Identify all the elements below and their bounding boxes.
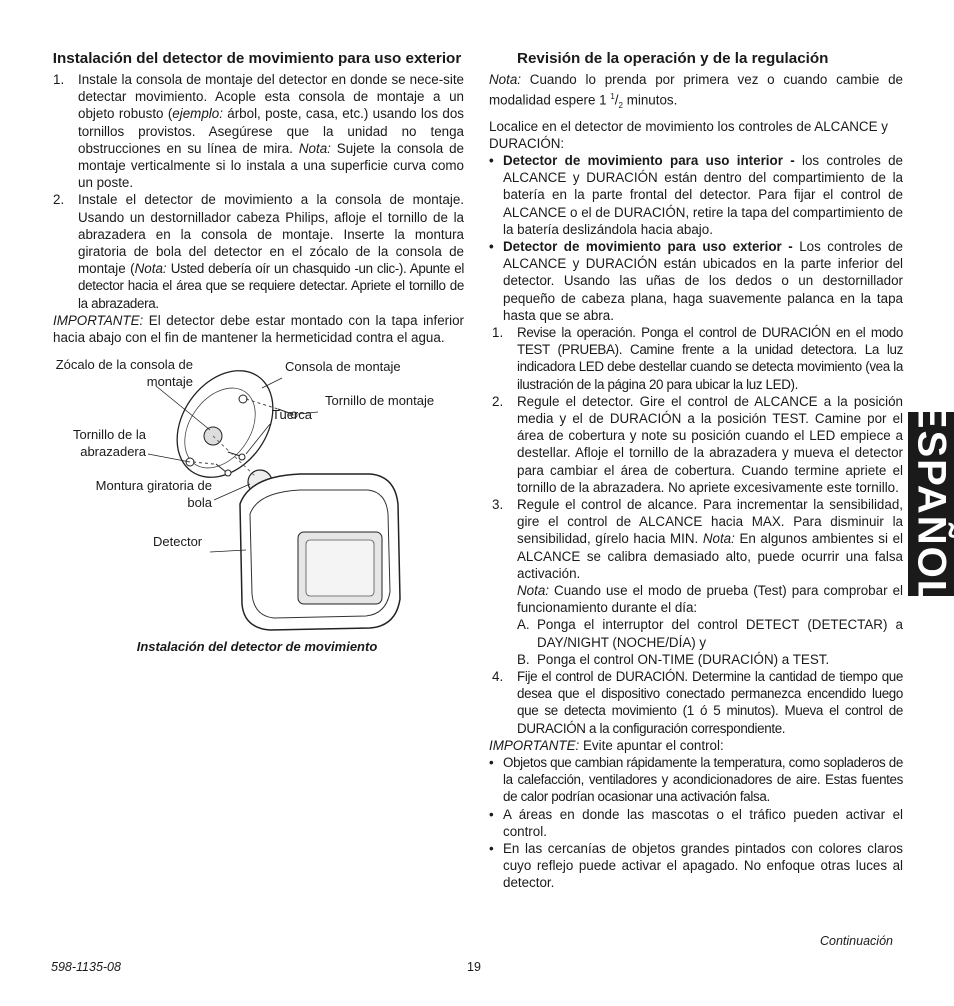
- avoid-important: IMPORTANTE: Evite apuntar el control:: [489, 737, 724, 753]
- label-screw: Tornillo de montaje: [325, 393, 435, 409]
- check-step-3: 3. Regule el control de alcance. Para incrementar la sensibilidad, gire el control de ALCANCE hacia MAX. Para disminuir la sensibilidad, gírelo hacia MIN. Nota: En algunos ambientes si el ALCANCE se calibra demasiado alto, puede ocurrir una falsa activación. Nota: Cuando use el modo de prueba (Test) para comprobar el funcionamiento durante el día: A. Ponga el interruptor del control DETECT (DETECTAR) a DAY/NIGHT (NOCHE/DÍA) y B. Ponga el control ON-TIME (DURACIÓN) a TEST.: [492, 497, 903, 667]
- check-step-2: 2. Regule el detector. Gire el control de ALCANCE a la posición media y el de DURACIÓN a la posición TEST. Camine por el área de cobertura y note su posición cuando el LED empiece a destellar. Afloje el tornillo de la abrazadera y mueva el detector para cambiar el área de cobertura. Cuando termine apriete el tornillo de la abrazadera. No apriete excesivamente este tornillo.: [492, 393, 903, 495]
- wait-note: Nota: Cuando lo prenda por primera vez o cuando cambie de modalidad espere 1 $^1/_2$ minutos.: [489, 72, 903, 111]
- avoid-bullet-1: • Objetos que cambian rápidamente la temperatura, como sopladeros de la calefacción, ventiladores y acondicionadores de aire. Estas fuentes de calor podrían ocasionar una activación falsa.: [489, 755, 903, 805]
- label-bracket: Consola de montaje: [285, 359, 401, 375]
- right-column: [489, 50, 903, 892]
- left-column: [50, 50, 464, 655]
- avoid-bullet-3: • En las cercanías de objetos grandes pintados con colores claros cuyo reflejo puede activar el apagado. No enfoque otras luces al detector.: [489, 841, 903, 891]
- bullet-outdoor: • Detector de movimiento para uso exterior - Los controles de ALCANCE y DURACIÓN están ubicados en la parte inferior del detector. Usando las uñas de los dedos o un destornillador pequeño de cabeza plana, haga suavemente palanca en la tapa hasta que se abra.: [489, 238, 904, 323]
- document-code: 598-1135-08: [51, 960, 121, 974]
- check-step-1: 1. Revise la operación. Ponga el control de DURACIÓN en el modo TEST (PRUEBA). Camine frente a la unidad detectora. La luz indicadora LED debe destellar cuando se detecta movimiento (vea la ilustración de la página 20 para ubicar la luz LED).: [492, 324, 903, 392]
- figure-caption: Instalación del detector de movimiento: [136, 639, 378, 655]
- install-step-1: 1. Instale la consola de montaje del detector en donde se nece-site detectar movimiento. Acople esta consola de montaje a un objeto robusto (ejemplo: árbol, poste, casa, etc.) usando los dos tornillos provistos. Asegúrese que la unidad no tenga obstrucciones en su línea de mira. Nota: Sujete la consola de montaje verticalmente si lo instala a una superficie curva como un poste.: [53, 72, 464, 191]
- page-number: 19: [467, 960, 481, 974]
- avoid-bullet-2: • A áreas en donde las mascotas o el tráfico pueden activar el control.: [489, 806, 903, 839]
- locate-controls: Localice en el detector de movimiento los controles de ALCANCE y DURACIÓN:: [489, 118, 888, 151]
- label-nut: Tuerca: [272, 407, 312, 423]
- label-ball: Montura giratoria de bola: [95, 478, 212, 511]
- check-step-4: 4. Fije el control de DURACIÓN. Determine la cantidad de tiempo que desea que el dispositivo conectado permanezca encendido luego que se detecta movimiento (1 ó 5 minutos). Mueva el control de DURACIÓN a la configuración correspondiente.: [492, 669, 903, 736]
- install-step-2: 2. Instale el detector de movimiento a la consola de montaje. Usando un destornillador cabeza Philips, afloje el tornillo de la abrazadera en la consola de montaje. Inserte la montura giratoria de bola del detector en el zócalo de la consola de montaje (Nota: Usted debería oír un chasquido -un clic-). Apunte el detector hacia el área que se requiere detectar. Apriete el tornillo de la abrazadera.: [53, 192, 464, 311]
- language-tab: [908, 401, 954, 607]
- sub-step-a: A. Ponga el interruptor del control DETECT (DETECTAR) a DAY/NIGHT (NOCHE/DÍA) y: [517, 617, 903, 650]
- sub-step-b: B. Ponga el control ON-TIME (DURACIÓN) a TEST.: [517, 651, 830, 667]
- install-important: IMPORTANTE: El detector debe estar montado con la tapa inferior hacia abajo con el fin de mantener la hermeticidad contra el agua.: [53, 312, 464, 346]
- label-detector: Detector: [153, 534, 203, 550]
- label-socket: Zócalo de la consola de montaje: [55, 357, 193, 390]
- right-section-title: Revisión de la operación y de la regulación: [517, 50, 829, 67]
- bullet-indoor: • Detector de movimiento para uso interior - los controles de ALCANCE y DURACIÓN están dentro del compartimiento de la batería en la parte frontal del detector. Para fijar el control de ALCANCE o el de DURACIÓN, retire la tapa del compartimiento de la batería deslizándola hacia abajo.: [489, 152, 903, 237]
- test-note: Nota: Cuando use el modo de prueba (Test) para comprobar el funcionamiento durante el día:: [517, 583, 903, 616]
- language-tab-label: ESPAÑOL: [909, 401, 954, 607]
- label-clamp: Tornillo de la abrazadera: [73, 427, 146, 460]
- continuation-note: Continuación: [820, 934, 893, 948]
- left-section-title: Instalación del detector de movimiento para uso exterior: [52, 50, 462, 67]
- installation-figure: [50, 357, 464, 634]
